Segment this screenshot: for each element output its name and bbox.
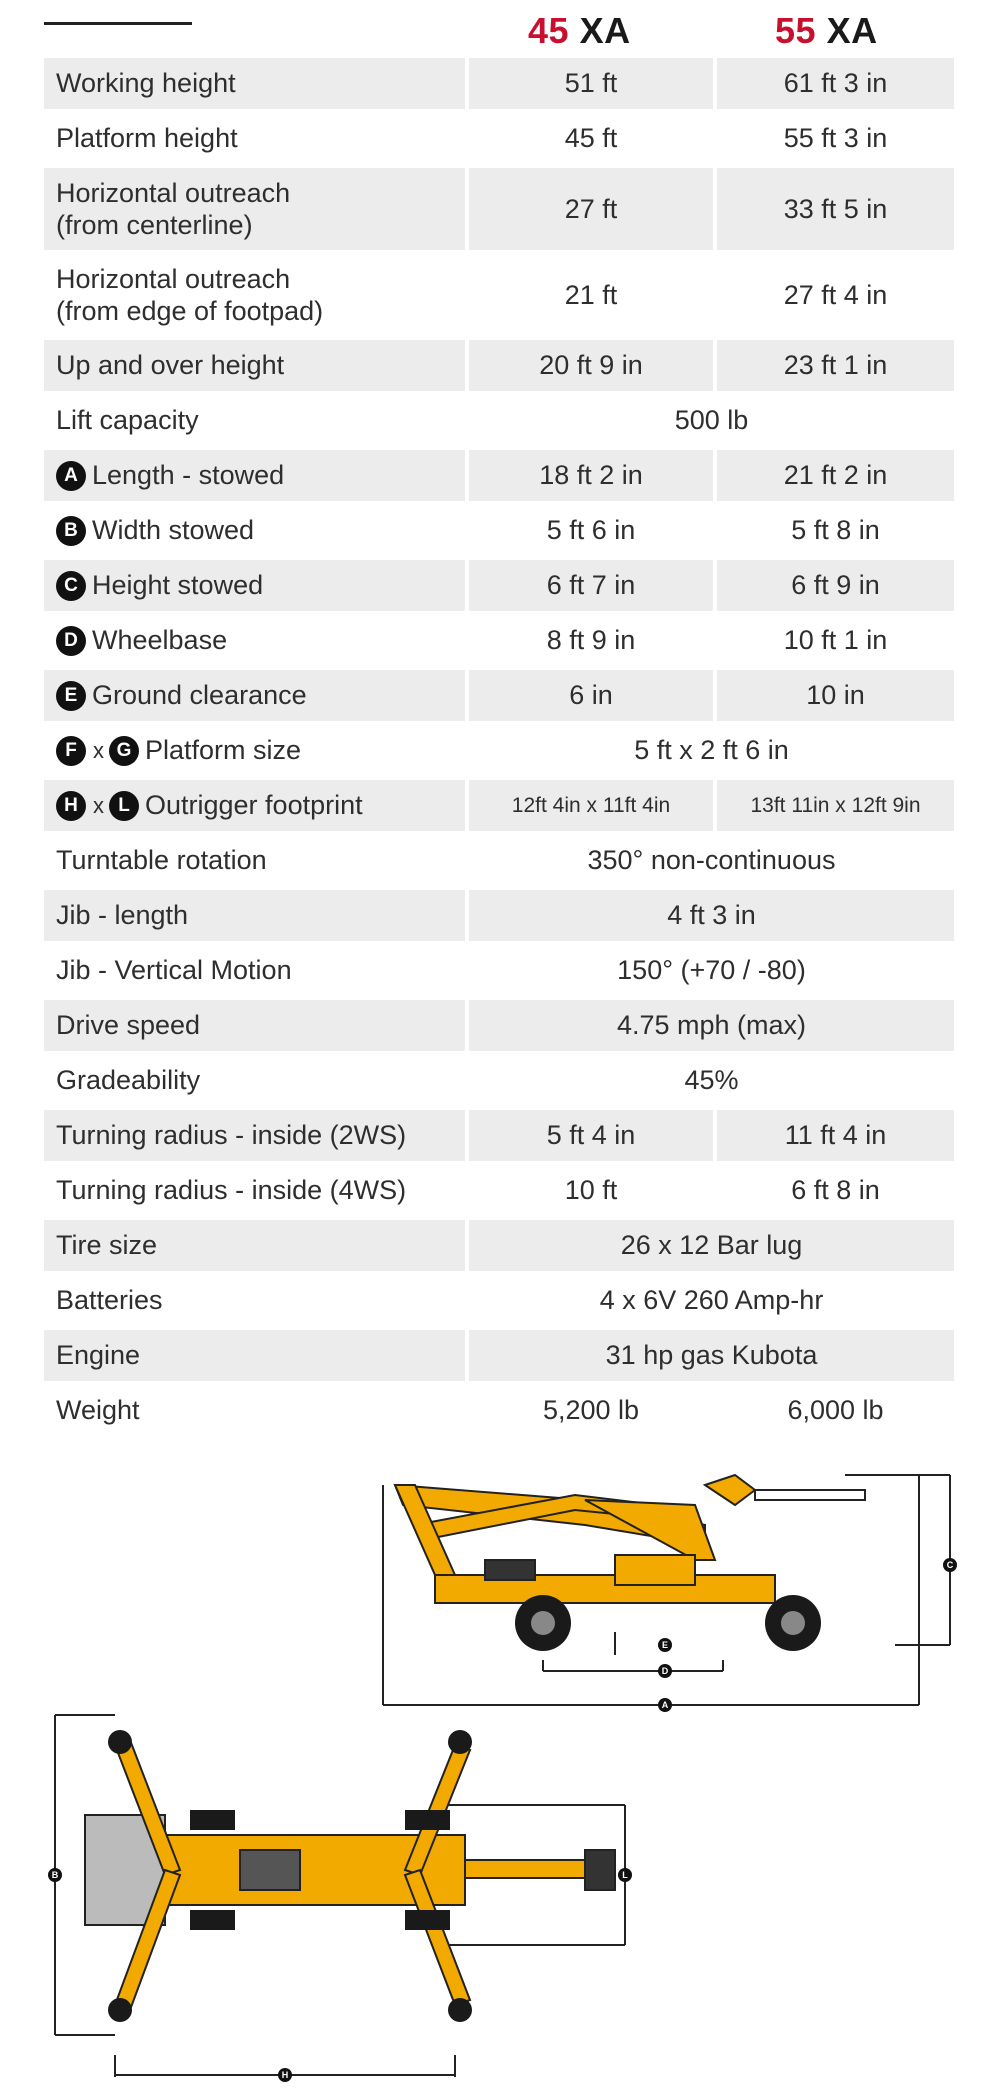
model-45xa-heading: 45 XA [528,10,631,51]
spec-label [44,450,465,501]
machine-side [395,1475,865,1603]
spec-row [44,1165,954,1216]
dimension-badge: D [56,626,86,656]
spec-value-shared: 26 x 12 Bar lug [469,1220,954,1271]
spec-value-55xa: 23 ft 1 in [717,340,954,391]
spec-label-text: Turntable rotation [56,845,267,875]
spec-row [44,395,954,446]
spec-row [44,1110,954,1161]
spec-label-text: Lift capacity [56,405,199,435]
dimension-badge: E [56,681,86,711]
marker-l: L [622,1870,628,1880]
spec-value-55xa: 33 ft 5 in [717,168,954,250]
spec-label-text: Up and over height [56,350,285,380]
spec-value-45xa: 27 ft [469,168,713,250]
spec-value-45xa: 20 ft 9 in [469,340,713,391]
side-view-diagram [375,1465,975,1715]
spec-value-shared: 150° (+70 / -80) [617,955,806,985]
spec-label [44,395,465,446]
spec-label-line: (from centerline) [56,210,253,240]
spec-label [44,1220,465,1271]
spec-value-45xa: 5,200 lb [542,1395,640,1425]
spec-value-shared: 4.75 mph (max) [469,1000,954,1051]
top-view-diagram [45,1705,685,2085]
spec-label [44,725,465,776]
spec-label-text: Drive speed [56,1010,201,1040]
spec-value-45xa: 10 ft [564,1175,618,1205]
spec-label [44,835,465,886]
spec-label-text: Tire size [56,1230,158,1260]
model-55xa-heading: 55 XA [775,10,878,51]
spec-value-55xa: 21 ft 2 in [717,450,954,501]
spec-row [44,450,954,501]
spec-row [44,725,954,776]
times-sign: x [93,737,104,763]
spec-label [44,1330,465,1381]
spec-label [44,780,465,831]
spec-value-shared: 31 hp gas Kubota [469,1330,954,1381]
spec-label [44,1165,465,1216]
marker-a: A [661,1700,669,1710]
spec-value-shared: 4 ft 3 in [469,890,954,941]
spec-label [44,254,465,336]
spec-row [44,168,954,250]
spec-value-45xa: 5 ft 6 in [546,515,636,545]
dimension-badge: C [56,571,86,601]
spec-value-shared: 45% [684,1065,739,1095]
spec-row [44,58,954,109]
spec-row [44,1220,954,1271]
spec-value-45xa: 6 in [469,670,713,721]
spec-row [44,505,954,556]
spec-row [44,670,954,721]
spec-label-text: Jib - length [56,900,189,930]
spec-row [44,780,954,831]
spec-row [44,945,954,996]
spec-label-text: Length - stowed [92,460,285,490]
spec-label [44,670,465,721]
spec-value-55xa: 11 ft 4 in [717,1110,954,1161]
spec-row [44,560,954,611]
spec-label [44,615,465,666]
spec-label [44,113,465,164]
spec-label-text: Platform size [145,735,302,765]
spec-value-55xa: 6 ft 9 in [717,560,954,611]
spec-label-text: Platform height [56,123,238,153]
spec-row [44,340,954,391]
marker-b: B [51,1870,59,1880]
spec-row [44,615,954,666]
spec-value-55xa: 61 ft 3 in [717,58,954,109]
spec-label-text: Jib - Vertical Motion [56,955,292,985]
spec-label [44,168,465,250]
dimension-badge: F [56,736,86,766]
spec-label [44,890,465,941]
spec-row [44,1000,954,1051]
dimension-badge: L [109,791,139,821]
spec-label-text: Batteries [56,1285,163,1315]
spec-value-55xa: 10 ft 1 in [783,625,888,655]
spec-label-text: Width stowed [92,515,255,545]
spec-value-55xa: 6,000 lb [787,1395,884,1425]
dimension-badge: G [109,736,139,766]
spec-value-45xa: 8 ft 9 in [546,625,636,655]
spec-row [44,254,954,336]
spec-value-45xa: 12ft 4in x 11ft 4in [469,780,713,831]
spec-value-55xa: 10 in [717,670,954,721]
spec-row [44,890,954,941]
spec-row [44,1055,954,1106]
spec-label-line: Horizontal outreach [56,178,291,208]
spec-value-shared: 5 ft x 2 ft 6 in [634,735,789,765]
spec-value-shared: 4 x 6V 260 Amp-hr [599,1285,824,1315]
spec-label-text: Gradeability [56,1065,201,1095]
spec-label [44,1055,465,1106]
spec-row [44,1385,954,1436]
spec-label-text: Wheelbase [92,625,228,655]
spec-label-line: Horizontal outreach [56,264,291,294]
spec-label-text: Working height [56,68,236,98]
times-sign: x [93,792,104,818]
dimension-badge: A [56,461,86,491]
spec-label [44,1000,465,1051]
spec-label-text: Turning radius - inside (2WS) [56,1120,407,1150]
spec-value-55xa: 6 ft 8 in [791,1175,880,1205]
spec-label-text: Ground clearance [92,680,307,710]
spec-value-55xa: 27 ft 4 in [783,279,888,310]
marker-c: C [946,1560,954,1570]
spec-label [44,1385,465,1436]
marker-e: E [661,1640,669,1650]
spec-label-text: Engine [56,1340,141,1370]
dimension-badge: B [56,516,86,546]
spec-label-text: Outrigger footprint [145,790,363,820]
spec-value-55xa: 5 ft 8 in [791,515,880,545]
spec-value-45xa: 51 ft [469,58,713,109]
spec-row [44,1275,954,1326]
spec-label [44,560,465,611]
dimension-badge: H [56,791,86,821]
spec-label-line: (from edge of footpad) [56,296,324,326]
spec-value-45xa: 6 ft 7 in [469,560,713,611]
spec-row [44,835,954,886]
spec-label [44,1110,465,1161]
spec-label-text: Weight [56,1395,140,1425]
spec-label [44,1275,465,1326]
header-rule [44,22,192,25]
spec-label-text: Height stowed [92,570,264,600]
machine-top [85,1740,615,2010]
spec-label [44,945,465,996]
spec-label [44,505,465,556]
spec-value-45xa: 21 ft [564,279,618,310]
marker-h: H [281,2070,289,2080]
spec-row [44,1330,954,1381]
spec-value-45xa: 5 ft 4 in [469,1110,713,1161]
spec-row [44,113,954,164]
spec-value-55xa: 13ft 11in x 12ft 9in [717,780,954,831]
spec-value-45xa: 45 ft [564,123,618,153]
spec-value-55xa: 55 ft 3 in [783,123,888,153]
spec-value-45xa: 18 ft 2 in [469,450,713,501]
spec-label-text: Turning radius - inside (4WS) [56,1175,407,1205]
spec-label [44,58,465,109]
spec-value-shared: 350° non-continuous [587,845,836,875]
spec-label [44,340,465,391]
spec-value-shared: 500 lb [674,405,749,435]
spec-table [44,58,954,1440]
marker-d: D [661,1666,669,1676]
